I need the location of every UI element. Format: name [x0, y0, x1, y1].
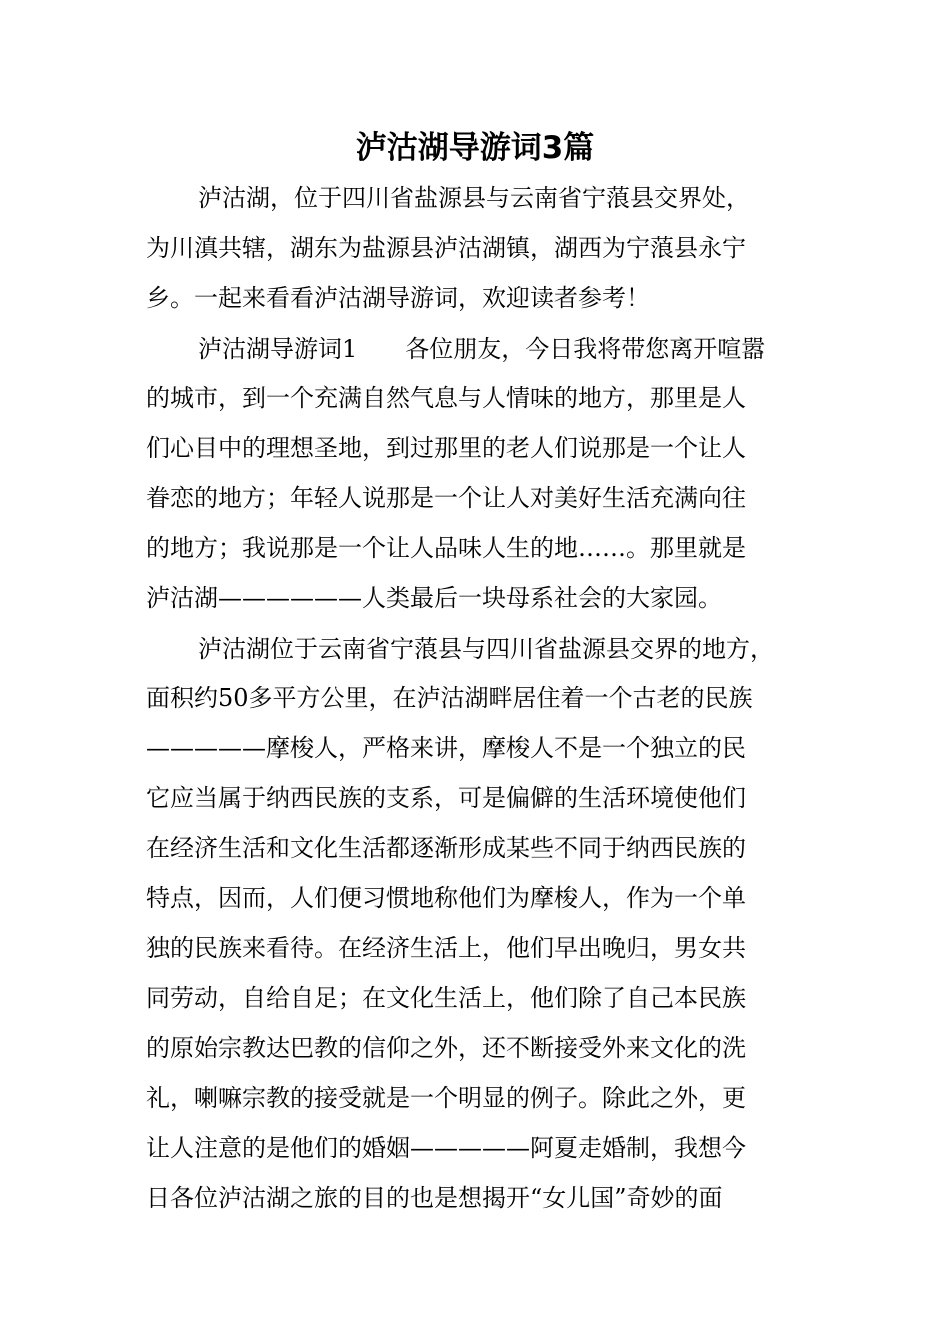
- text-line: 为川滇共辖，湖东为盐源县泸沽湖镇，湖西为宁蒗县永宁: [146, 234, 746, 262]
- text-line: 它应当属于纳西民族的支系，可是偏僻的生活环境使他们: [146, 784, 746, 812]
- text-line: 泸沽湖导游词1 各位朋友，今日我将带您离开喧嚣: [198, 335, 766, 363]
- text-line: 的地方；我说那是一个让人品味人生的地……。那里就是: [146, 534, 746, 562]
- text-line: 的原始宗教达巴教的信仰之外，还不断接受外来文化的洗: [146, 1034, 746, 1062]
- text-line: 泸沽湖，位于四川省盐源县与云南省宁蒗县交界处，: [198, 184, 750, 212]
- text-line: 的城市，到一个充满自然气息与人情味的地方，那里是人: [146, 384, 746, 412]
- text-line: 独的民族来看待。在经济生活上，他们早出晚归，男女共: [146, 934, 746, 962]
- text-line: —————摩梭人，严格来讲，摩梭人不是一个独立的民: [146, 734, 746, 762]
- text-line: 日各位泸沽湖之旅的目的也是想揭开“女儿国”奇妙的面: [146, 1184, 723, 1212]
- text-line: 泸沽湖位于云南省宁蒗县与四川省盐源县交界的地方，: [198, 635, 774, 663]
- text-line: 让人注意的是他们的婚姻—————阿夏走婚制，我想今: [146, 1134, 746, 1162]
- document-title: 泸沽湖导游词3篇: [355, 130, 595, 166]
- text-line: 们心目中的理想圣地，到过那里的老人们说那是一个让人: [146, 434, 746, 462]
- text-line: 特点，因而，人们便习惯地称他们为摩梭人，作为一个单: [146, 884, 746, 912]
- text-line: 乡。一起来看看泸沽湖导游词，欢迎读者参考！: [146, 284, 650, 312]
- text-line: 同劳动，自给自足；在文化生活上，他们除了自己本民族: [146, 984, 746, 1012]
- text-line: 在经济生活和文化生活都逐渐形成某些不同于纳西民族的: [146, 834, 746, 862]
- text-line: 泸沽湖——————人类最后一块母系社会的大家园。: [146, 584, 722, 612]
- text-line: 礼，喇嘛宗教的接受就是一个明显的例子。除此之外，更: [146, 1084, 746, 1112]
- text-line: 面积约50多平方公里，在泸沽湖畔居住着一个古老的民族: [146, 684, 753, 712]
- text-line: 眷恋的地方；年轻人说那是一个让人对美好生活充满向往: [146, 484, 746, 512]
